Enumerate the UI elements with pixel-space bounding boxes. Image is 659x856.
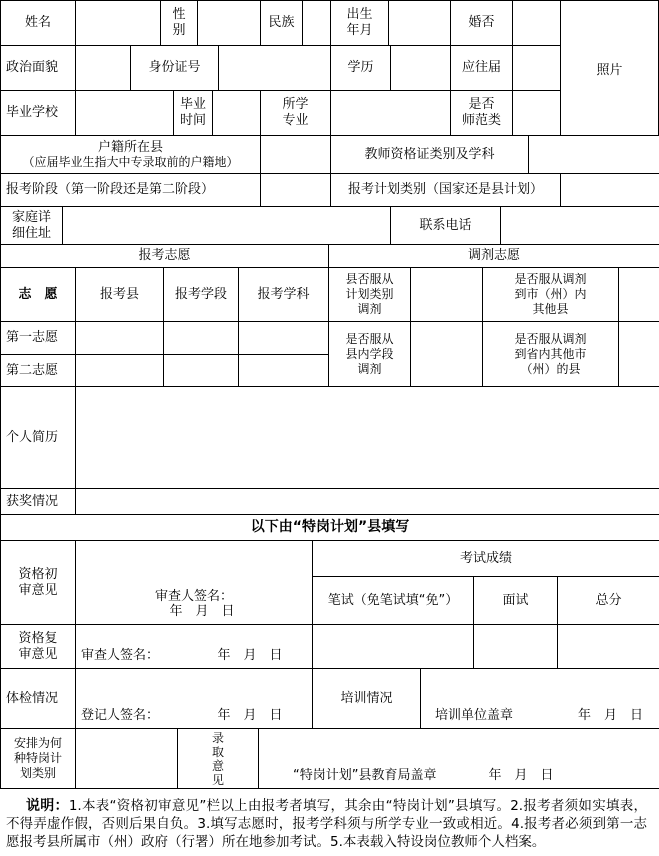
- awards-area: [76, 489, 659, 515]
- recheck-review-label: 资格复审意见: [1, 625, 76, 669]
- apply-stage-row: [0, 173, 659, 207]
- training-seal-cell: 培训单位盖章 年 月 日: [421, 669, 659, 729]
- assignment-type-label: 安排为何种特岗计划类别: [1, 729, 76, 789]
- second-choice-stage-cell: [164, 355, 239, 387]
- plan-adjust-value-cell: [411, 268, 483, 322]
- apply-volunteer-header: 报考志愿: [1, 245, 329, 268]
- first-choice-stage-cell: [164, 322, 239, 355]
- graduate-status-value-cell: [513, 46, 561, 91]
- stage-col-header: 报考学段: [164, 268, 239, 322]
- physical-band: [0, 668, 659, 729]
- graduation-time-label: 毕业时间: [174, 91, 213, 136]
- city-adjust-label: 是否服从调剂到市（州）内其他县: [483, 268, 619, 322]
- notes-section: [0, 797, 659, 851]
- major-value-cell: [331, 91, 451, 136]
- section-divider-band: [0, 514, 659, 541]
- photo-cell: [560, 0, 659, 136]
- section-divider: 以下由“特岗计划”县填写: [1, 515, 659, 541]
- household-row: [0, 135, 659, 174]
- ethnicity-value-cell: [303, 1, 331, 46]
- training-label: 培训情况: [313, 669, 421, 729]
- teacher-cert-label: 教师资格证类别及学科: [331, 136, 529, 174]
- first-choice-county-cell: [76, 322, 164, 355]
- stage-adjust-value-cell: [411, 322, 483, 387]
- education-value-cell: [391, 46, 451, 91]
- phone-label: 联系电话: [391, 207, 501, 245]
- notes-body: 1.本表“资格初审意见”栏以上由报考者填写，其余由“特岗计划”县填写。2.报考者须如实填表，不得弄虚作假，否则后果自负。3.填写志愿时，报考学科须与所学专业一致或相近。4.报考者必须到第一志愿报考县所属市（州）政府（行署）所在地参加考试。5.本表载入特设岗位教师个人档案。: [6, 798, 647, 850]
- graduate-school-value-cell: [76, 91, 174, 136]
- total-score-cell: [558, 625, 659, 669]
- political-status-label: 政治面貌: [1, 46, 76, 91]
- first-choice-label: 第一志愿: [1, 322, 76, 355]
- home-address-label: 家庭详细住址: [1, 207, 63, 245]
- gender-label: 性别: [161, 1, 198, 46]
- normal-school-label: 是否 师范类: [451, 91, 513, 136]
- review-band: [0, 540, 659, 669]
- second-choice-county-cell: [76, 355, 164, 387]
- graduate-school-label: 毕业学校: [1, 91, 76, 136]
- resume-area: [76, 387, 659, 489]
- notes-paragraph: [6, 797, 647, 851]
- graduate-status-label: 应往届: [451, 46, 513, 91]
- physical-exam-label: 体检情况: [1, 669, 76, 729]
- assignment-type-value-cell: [76, 729, 178, 789]
- basic-info-band: [0, 0, 659, 136]
- registrar-signature-cell: 登记人签名： 年 月 日: [76, 669, 313, 729]
- education-label: 学历: [331, 46, 391, 91]
- province-adjust-value-cell: [619, 322, 659, 387]
- written-score-header: 笔试（免笔试填“免”）: [313, 577, 474, 625]
- gender-value-cell: [198, 1, 261, 46]
- county-col-header: 报考县: [76, 268, 164, 322]
- birth-date-label: 出生年月: [331, 1, 389, 46]
- education-bureau-seal-cell: “特岗计划”县教育局盖章 年 月 日: [259, 729, 659, 789]
- plan-adjust-label: 县否服从计划类别调剂: [329, 268, 411, 322]
- household-county-value-cell: [261, 136, 331, 174]
- graduation-time-value-cell: [213, 91, 261, 136]
- marital-label: 婚否: [451, 1, 513, 46]
- plan-type-label: 报考计划类别（国家还是县计划）: [331, 174, 561, 207]
- adjust-volunteer-header: 调剂志愿: [329, 245, 659, 268]
- city-adjust-value-cell: [619, 268, 659, 322]
- written-score-cell: [313, 625, 474, 669]
- major-label: 所学专业: [261, 91, 331, 136]
- political-status-value-cell: [76, 46, 131, 91]
- basic-row-3: [0, 90, 561, 136]
- id-number-value-cell: [219, 46, 331, 91]
- volunteer-band: [0, 244, 659, 387]
- awards-label: 获奖情况: [1, 489, 76, 515]
- basic-row-2: [0, 45, 561, 91]
- marital-value-cell: [513, 1, 561, 46]
- reviewer-signature-cell: 审查人签名： 年 月 日: [76, 541, 313, 625]
- ethnicity-label: 民族: [261, 1, 303, 46]
- subject-col-header: 报考学科: [239, 268, 329, 322]
- apply-stage-value-cell: [261, 174, 331, 207]
- province-adjust-label: 是否服从调剂到省内其他市（州）的县: [483, 322, 619, 387]
- teacher-cert-value-cell: [529, 136, 659, 174]
- recheck-signature-cell: 审查人签名： 年 月 日: [76, 625, 313, 669]
- second-choice-label: 第二志愿: [1, 355, 76, 387]
- admission-opinion-label: 录取意见: [178, 729, 259, 789]
- interview-score-header: 面试: [474, 577, 558, 625]
- first-choice-subject-cell: [239, 322, 329, 355]
- address-row: [0, 206, 659, 245]
- name-label: 姓名: [1, 1, 76, 46]
- initial-review-label: 资格初审意见: [1, 541, 76, 625]
- phone-value-cell: [501, 207, 659, 245]
- assignment-band: [0, 728, 659, 789]
- notes-label: 说明：: [26, 798, 69, 814]
- apply-stage-label: 报考阶段（第一阶段还是第二阶段）: [1, 174, 261, 207]
- interview-score-cell: [474, 625, 558, 669]
- basic-row-1: [0, 0, 561, 46]
- stage-adjust-label: 是否服从县内学段调剂: [329, 322, 411, 387]
- birth-date-value-cell: [389, 1, 451, 46]
- resume-band: [0, 386, 659, 515]
- resume-label: 个人简历: [1, 387, 76, 489]
- second-choice-subject-cell: [239, 355, 329, 387]
- volunteer-col-header: 志 愿: [1, 268, 76, 322]
- exam-score-header: 考试成绩: [313, 541, 659, 577]
- id-number-label: 身份证号: [131, 46, 219, 91]
- name-value-cell: [76, 1, 161, 46]
- normal-school-value-cell: [513, 91, 561, 136]
- home-address-value-cell: [63, 207, 391, 245]
- household-county-label: 户籍所在县 （应届毕业生指大中专录取前的户籍地）: [1, 136, 261, 174]
- total-score-header: 总分: [558, 577, 659, 625]
- photo-label: 照片: [596, 62, 623, 78]
- plan-type-value-cell: [561, 174, 659, 207]
